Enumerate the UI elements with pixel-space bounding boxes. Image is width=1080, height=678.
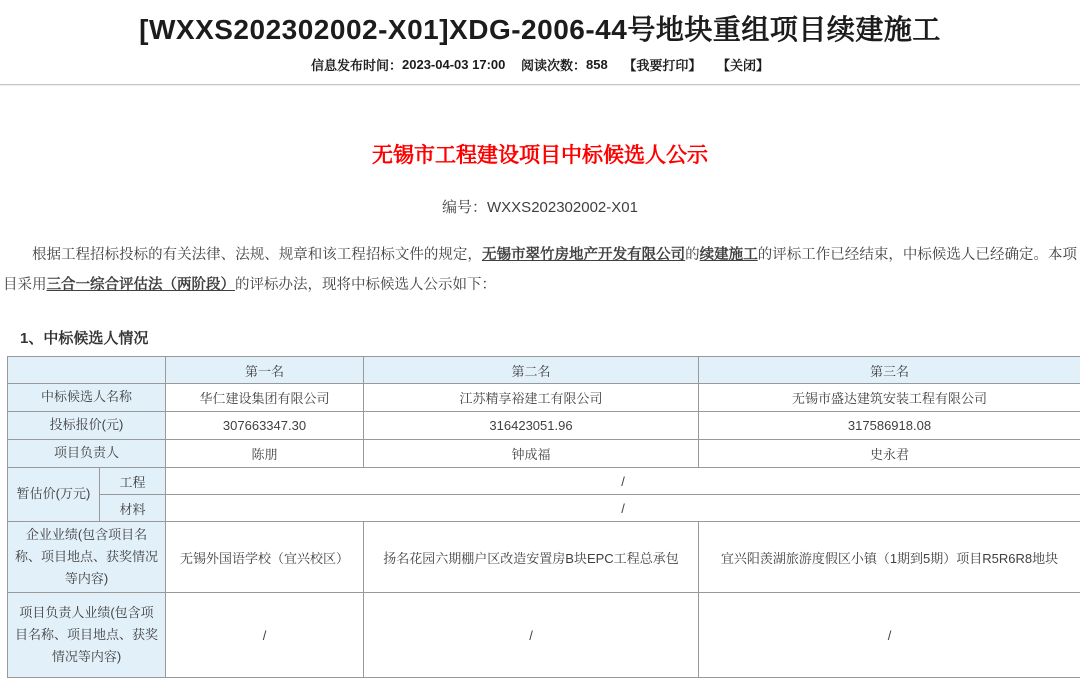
meta-bar bbox=[0, 55, 1080, 74]
column-header-third: 第三名 bbox=[699, 357, 1080, 384]
column-header-second: 第二名 bbox=[364, 357, 699, 384]
row-label-estimated-price: 暂估价(万元) bbox=[8, 468, 100, 522]
intro-segment-emphasized: 三合一综合评估法（两阶段） bbox=[47, 277, 236, 293]
announcement-title: 无锡市工程建设项目中标候选人公示 bbox=[0, 139, 1080, 169]
cell-company-performance-1: 无锡外国语学校（宜兴校区） bbox=[166, 522, 364, 593]
header-divider bbox=[0, 84, 1080, 86]
table-row-bid-price bbox=[8, 412, 1080, 440]
cell-project-manager-1: 陈朋 bbox=[166, 440, 364, 468]
table-row-estimate-engineering bbox=[8, 468, 1080, 495]
cell-manager-performance-3: / bbox=[699, 593, 1080, 678]
section-heading: 1、中标候选人情况 bbox=[20, 327, 1080, 348]
cell-company-performance-2: 扬名花园六期棚户区改造安置房B块EPC工程总承包 bbox=[364, 522, 699, 593]
cell-bid-price-2: 316423051.96 bbox=[364, 412, 699, 440]
row-label-bid-price: 投标报价(元) bbox=[8, 412, 166, 440]
cell-manager-performance-1: / bbox=[166, 593, 364, 678]
table-row-company-performance bbox=[8, 522, 1080, 593]
table-row-project-manager bbox=[8, 440, 1080, 468]
intro-segment: 根据工程招标投标的有关法律、法规、规章和该工程招标文件的规定， bbox=[32, 247, 482, 263]
cell-candidate-name-1: 华仁建设集团有限公司 bbox=[166, 384, 364, 412]
row-sublabel-engineering: 工程 bbox=[100, 468, 166, 495]
close-link[interactable]: 【关闭】 bbox=[717, 58, 769, 73]
views-label: 阅读次数： bbox=[521, 58, 586, 73]
cell-project-manager-3: 史永君 bbox=[699, 440, 1080, 468]
column-header-first: 第一名 bbox=[166, 357, 364, 384]
cell-manager-performance-2: / bbox=[364, 593, 699, 678]
table-row-estimate-material bbox=[8, 495, 1080, 522]
corner-cell bbox=[8, 357, 166, 384]
table-row-candidate-name bbox=[8, 384, 1080, 412]
page-title: [WXXS202302002-X01]XDG-2006-44号地块重组项目续建施工 bbox=[0, 8, 1080, 48]
intro-segment: 的评标工作已经结束，中标候选人已经确定。本项目采用 bbox=[3, 247, 1077, 293]
row-label-project-manager: 项目负责人 bbox=[8, 440, 166, 468]
table-row-manager-performance bbox=[8, 593, 1080, 678]
intro-segment: 的 bbox=[685, 247, 700, 263]
row-label-candidate-name: 中标候选人名称 bbox=[8, 384, 166, 412]
intro-paragraph bbox=[3, 240, 1077, 300]
announcement-page bbox=[0, 8, 1080, 662]
print-link[interactable]: 【我要打印】 bbox=[623, 58, 701, 73]
cell-bid-price-3: 317586918.08 bbox=[699, 412, 1080, 440]
row-label-manager-performance: 项目负责人业绩(包含项目名称、项目地点、获奖情况等内容) bbox=[8, 593, 166, 678]
candidates-table bbox=[7, 356, 1080, 678]
intro-segment-emphasized: 续建施工 bbox=[700, 247, 758, 263]
cell-estimate-engineering: / bbox=[166, 468, 1080, 495]
cell-project-manager-2: 钟成福 bbox=[364, 440, 699, 468]
intro-segment: 的评标办法，现将中标候选人公示如下： bbox=[235, 277, 496, 293]
publish-time-value: 2023-04-03 17:00 bbox=[402, 57, 505, 72]
row-label-company-performance: 企业业绩(包含项目名称、项目地点、获奖情况等内容) bbox=[8, 522, 166, 593]
intro-segment-emphasized: 无锡市翠竹房地产开发有限公司 bbox=[482, 247, 685, 263]
serial-number: 编号：WXXS202302002-X01 bbox=[0, 196, 1080, 217]
cell-estimate-material: / bbox=[166, 495, 1080, 522]
cell-candidate-name-3: 无锡市盛达建筑安装工程有限公司 bbox=[699, 384, 1080, 412]
views-count: 858 bbox=[586, 57, 608, 72]
publish-time-label: 信息发布时间： bbox=[311, 58, 402, 73]
table-header-row bbox=[8, 357, 1080, 384]
cell-bid-price-1: 307663347.30 bbox=[166, 412, 364, 440]
row-sublabel-material: 材料 bbox=[100, 495, 166, 522]
cell-company-performance-3: 宜兴阳羡湖旅游度假区小镇（1期到5期）项目R5R6R8地块 bbox=[699, 522, 1080, 593]
cell-candidate-name-2: 江苏精享裕建工有限公司 bbox=[364, 384, 699, 412]
